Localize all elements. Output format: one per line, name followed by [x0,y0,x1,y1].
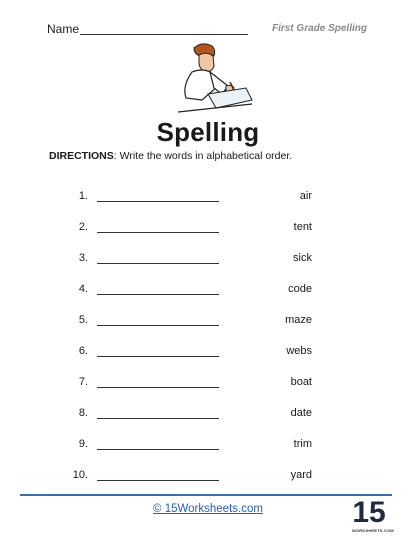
logo-number: 15 [352,496,386,529]
student-writing-illustration [172,42,254,118]
word-row [0,281,416,301]
word-row [0,467,416,487]
row-number: 4. [78,283,88,295]
name-label: Name [47,22,80,36]
row-number: 8. [78,407,88,419]
word-row [0,374,416,394]
spelling-word: webs [286,345,312,357]
spelling-word: air [299,190,312,202]
word-row [0,343,416,363]
spelling-word: boat [290,376,312,388]
spelling-word: date [290,407,312,419]
footer-divider [20,494,392,496]
row-number: 7. [78,376,88,388]
directions-text: : Write the words in alphabetical order. [113,150,293,162]
row-number: 1. [78,190,88,202]
spelling-word: tent [293,221,312,233]
word-row [0,188,416,208]
answer-line[interactable] [97,418,219,419]
copyright-link[interactable]: © 15Worksheets.com [153,503,263,515]
answer-line[interactable] [97,294,219,295]
answer-line[interactable] [97,325,219,326]
answer-line[interactable] [97,201,219,202]
answer-line[interactable] [97,387,219,388]
answer-line[interactable] [97,356,219,357]
spelling-word: trim [293,438,312,450]
name-line [80,34,248,35]
row-number: 2. [78,221,88,233]
spelling-word: maze [285,314,312,326]
row-number: 5. [78,314,88,326]
word-row [0,312,416,332]
directions-label: DIRECTIONS [49,150,114,162]
worksheet-title: First Grade Spelling [271,23,367,34]
answer-line[interactable] [97,449,219,450]
spelling-word: yard [290,469,312,481]
answer-line[interactable] [97,480,219,481]
spelling-word: code [288,283,312,295]
answer-line[interactable] [97,263,219,264]
row-number: 10. [72,469,88,481]
15worksheets-logo [352,496,394,537]
worksheet-header [47,22,367,40]
spelling-word: sick [293,252,312,264]
word-row [0,219,416,239]
directions [49,150,292,162]
answer-line[interactable] [97,232,219,233]
word-row [0,405,416,425]
row-number: 9. [78,438,88,450]
page-title: Spelling [156,117,260,147]
logo-subtext: WORKSHEETS.COM [352,528,394,533]
word-row [0,250,416,270]
row-number: 6. [78,345,88,357]
row-number: 3. [78,252,88,264]
word-row [0,436,416,456]
